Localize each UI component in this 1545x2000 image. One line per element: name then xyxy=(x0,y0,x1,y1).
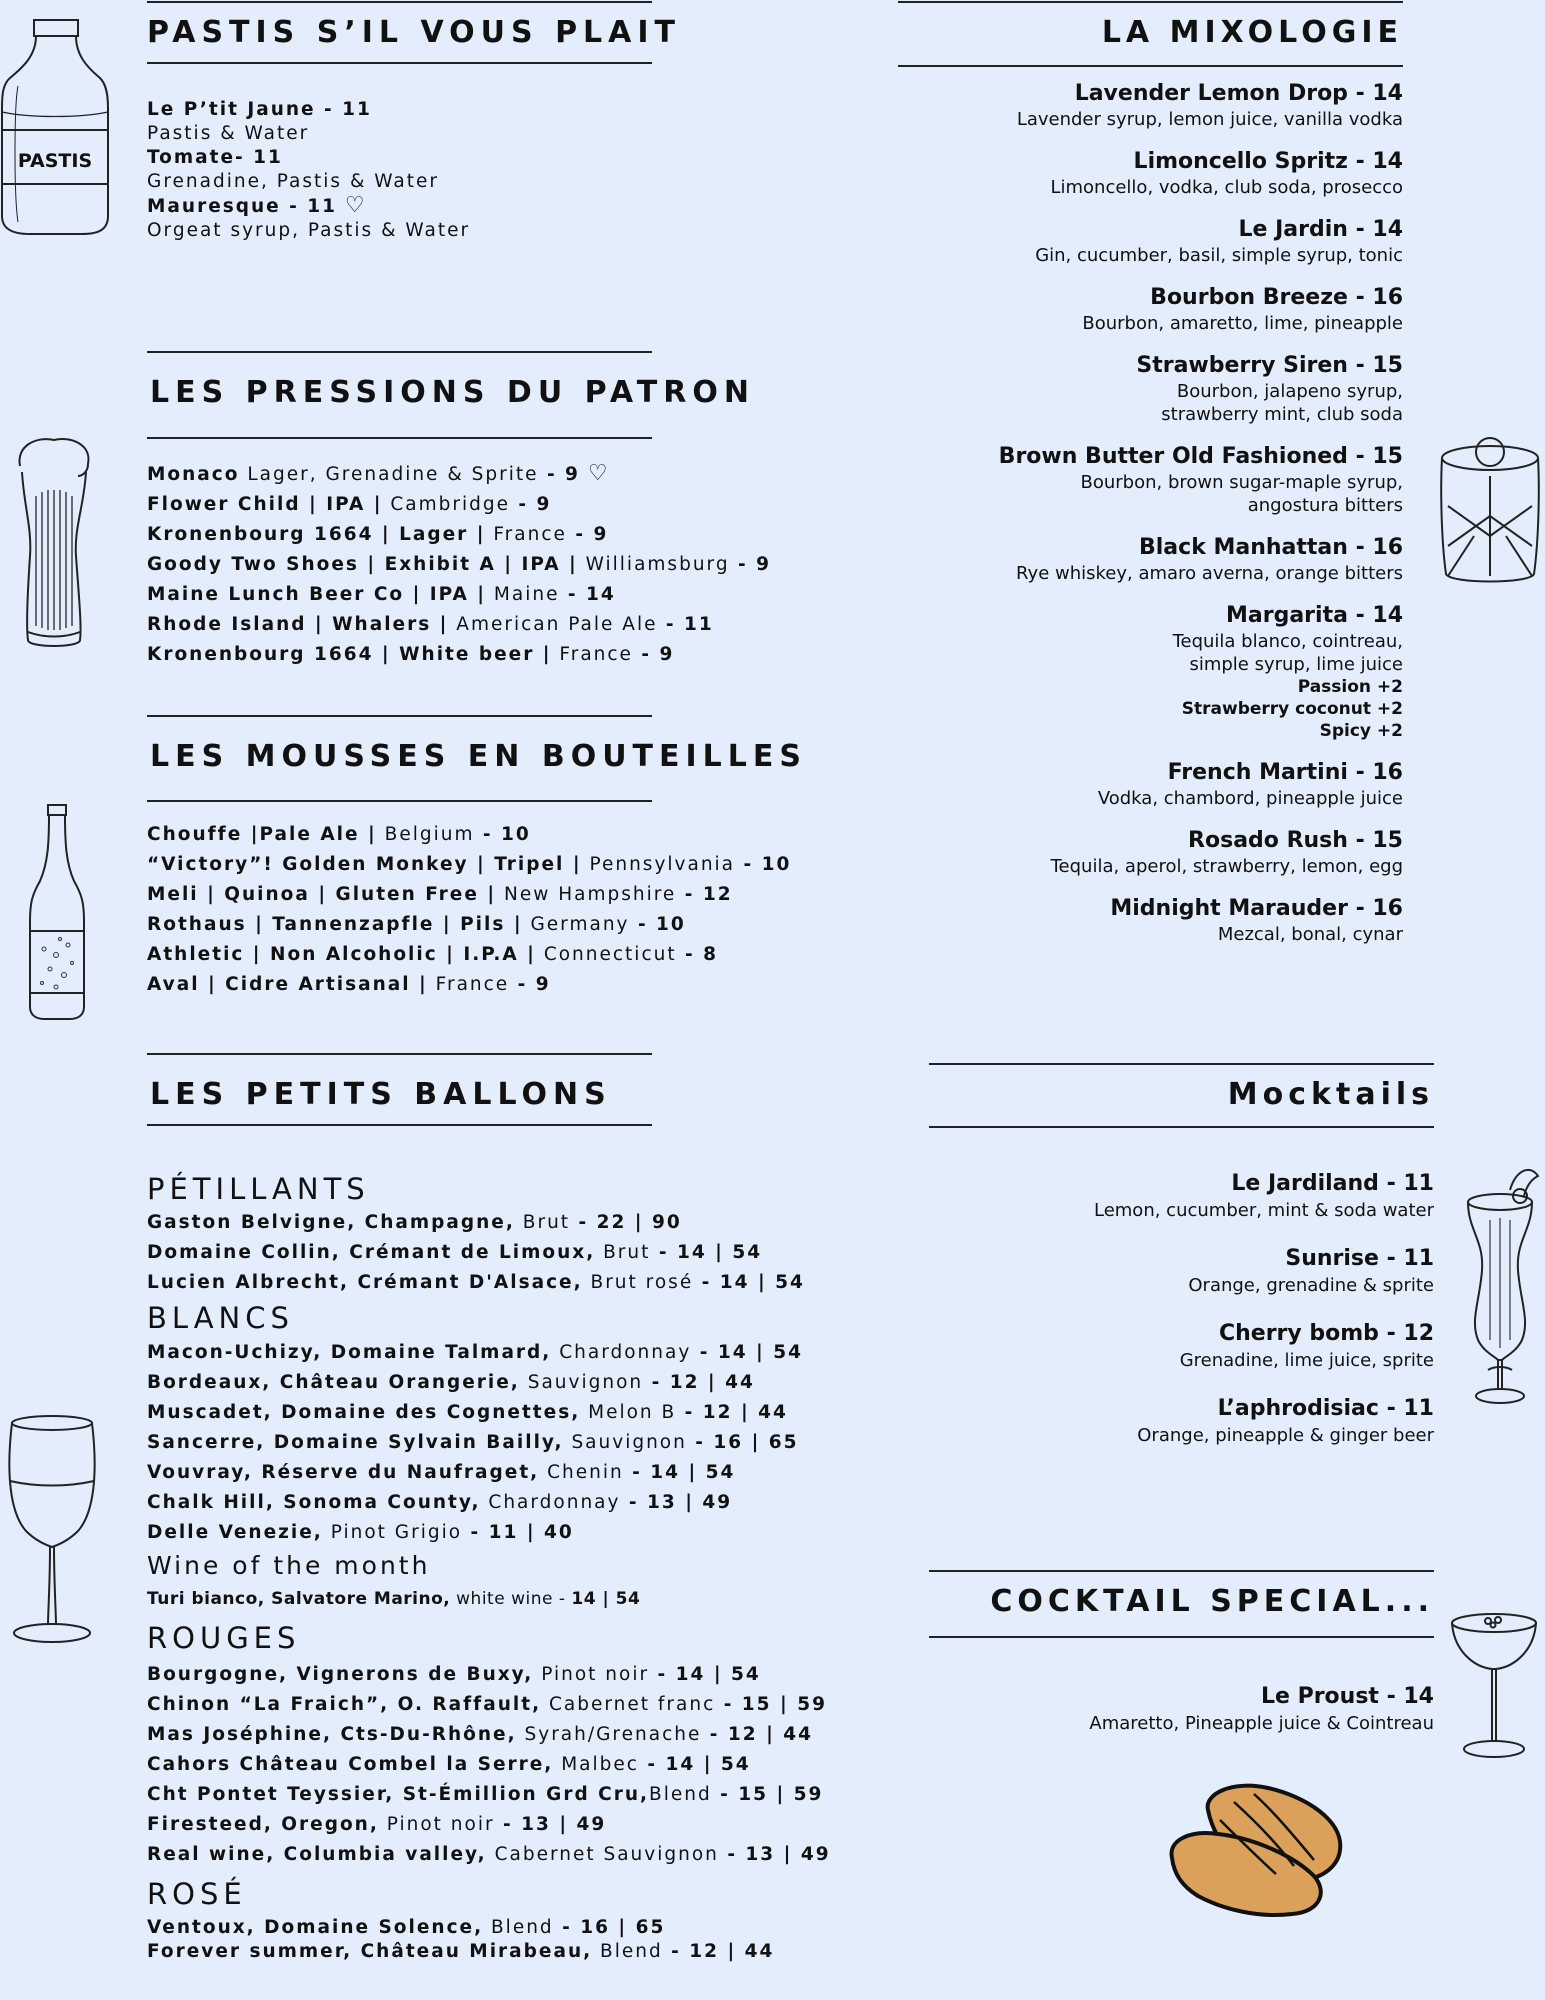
wine-of-month-subtitle: Wine of the month xyxy=(147,1551,431,1580)
pastis-title: PASTIS S’IL VOUS PLAIT xyxy=(147,15,682,50)
wine-item: Cht Pontet Teyssier, St-Émillion Grd Cru,Blend - 15 | 59 xyxy=(147,1784,824,1805)
heart-icon: ♡ xyxy=(344,193,367,218)
bottle-beer-item: Aval | Cidre Artisanal | France - 9 xyxy=(147,974,551,995)
wine-item: Cahors Château Combel la Serre, Malbec - 14 | 54 xyxy=(147,1754,751,1775)
wine-item: Sancerre, Domaine Sylvain Bailly, Sauvignon - 16 | 65 xyxy=(147,1432,799,1453)
wine-item: Vouvray, Réserve du Naufraget, Chenin - 14 | 54 xyxy=(147,1462,736,1483)
mocktail-item: Cherry bomb - 12 Grenadine, lime juice, sprite xyxy=(1179,1321,1434,1371)
pastis-item: Tomate- 11 xyxy=(147,147,283,168)
draft-beer-item: Kronenbourg 1664 | White beer | France - 9 xyxy=(147,644,675,665)
cocktail-item: Le Jardin - 14 Gin, cucumber, basil, simple syrup, tonic xyxy=(1035,217,1403,266)
madeleine-icon xyxy=(1164,1780,1346,1920)
heart-icon: ♡ xyxy=(587,461,610,486)
pastis-bottle-icon xyxy=(0,16,112,236)
wine-item: Chinon “La Fraich”, O. Raffault, Cabernet franc - 15 | 59 xyxy=(147,1694,827,1715)
draft-beer-item: Flower Child | IPA | Cambridge - 9 xyxy=(147,494,552,515)
pastis-bottle-label: PASTIS xyxy=(17,150,93,172)
pressions-title: LES PRESSIONS DU PATRON xyxy=(150,375,755,410)
wine-item: Gaston Belvigne, Champagne, Brut - 22 | 90 xyxy=(147,1212,682,1233)
cocktail-item: French Martini - 16 Vodka, chambord, pineapple juice xyxy=(1097,760,1403,809)
ballons-title: LES PETITS BALLONS xyxy=(150,1077,612,1112)
pastis-item: Le P’tit Jaune - 11 xyxy=(147,99,372,120)
coupe-glass-icon xyxy=(1448,1611,1540,1761)
cocktail-item: Black Manhattan - 16 Rye whiskey, amaro averna, orange bitters xyxy=(1016,535,1403,584)
wine-item: Lucien Albrecht, Crémant D'Alsace, Brut rosé - 14 | 54 xyxy=(147,1272,805,1293)
wine-item: Bourgogne, Vignerons de Buxy, Pinot noir - 14 | 54 xyxy=(147,1664,761,1685)
margarita-option: Spicy +2 xyxy=(1319,721,1403,741)
wine-glass-icon xyxy=(6,1413,98,1645)
hurricane-glass-icon xyxy=(1460,1160,1544,1412)
cocktail-item: Brown Butter Old Fashioned - 15 Bourbon, brown sugar-maple syrup, angostura bitters xyxy=(998,444,1403,516)
wine-item: Chalk Hill, Sonoma County, Chardonnay - 13 | 49 xyxy=(147,1492,733,1513)
cocktail-item: Strawberry Siren - 15 Bourbon, jalapeno syrup, strawberry mint, club soda xyxy=(1136,353,1403,425)
margarita-option: Strawberry coconut +2 xyxy=(1181,699,1403,719)
bottle-beer-item: Rothaus | Tannenzapfle | Pils | Germany - 10 xyxy=(147,914,686,935)
old-fashioned-glass-icon xyxy=(1434,436,1544,588)
draft-beer-item: Rhode Island | Whalers | American Pale Ale - 11 xyxy=(147,614,714,635)
mixologie-title: LA MIXOLOGIE xyxy=(1101,15,1403,50)
bottle-beer-item: “Victory”! Golden Monkey | Tripel | Pennsylvania - 10 xyxy=(147,854,792,875)
cocktail-item: Rosado Rush - 15 Tequila, aperol, strawberry, lemon, egg xyxy=(1050,828,1403,877)
wine-item: Macon-Uchizy, Domaine Talmard, Chardonnay - 14 | 54 xyxy=(147,1342,803,1363)
wine-item: Real wine, Columbia valley, Cabernet Sauvignon - 13 | 49 xyxy=(147,1844,831,1865)
petillants-subtitle: PÉTILLANTS xyxy=(147,1172,370,1206)
mocktail-item: L’aphrodisiac - 11 Orange, pineapple & ginger beer xyxy=(1137,1396,1434,1446)
blancs-subtitle: BLANCS xyxy=(147,1301,294,1335)
bottle-beer-item: Meli | Quinoa | Gluten Free | New Hampshire - 12 xyxy=(147,884,733,905)
bouteilles-title: LES MOUSSES EN BOUTEILLES xyxy=(150,739,808,774)
rouges-subtitle: ROUGES xyxy=(147,1621,301,1655)
draft-beer-item: Kronenbourg 1664 | Lager | France - 9 xyxy=(147,524,609,545)
bottle-beer-item: Athletic | Non Alcoholic | I.P.A | Connecticut - 8 xyxy=(147,944,719,965)
wine-item: Forever summer, Château Mirabeau, Blend - 12 | 44 xyxy=(147,1941,775,1962)
draft-beer-item: Monaco Lager, Grenadine & Sprite - 9 ♡ xyxy=(147,461,610,486)
wine-item: Muscadet, Domaine des Cognettes, Melon B - 12 | 44 xyxy=(147,1402,788,1423)
beer-glass-icon xyxy=(14,436,94,652)
wine-item: Firesteed, Oregon, Pinot noir - 13 | 49 xyxy=(147,1814,607,1835)
cocktail-item: Bourbon Breeze - 16 Bourbon, amaretto, lime, pineapple xyxy=(1082,285,1403,334)
wine-item: Delle Venezie, Pinot Grigio - 11 | 40 xyxy=(147,1522,574,1543)
wine-item: Domaine Collin, Crémant de Limoux, Brut - 14 | 54 xyxy=(147,1242,763,1263)
wine-item: Mas Joséphine, Cts-Du-Rhône, Syrah/Grenache - 12 | 44 xyxy=(147,1724,814,1745)
special-title: COCKTAIL SPECIAL... xyxy=(990,1584,1434,1619)
draft-beer-item: Goody Two Shoes | Exhibit A | IPA | Williamsburg - 9 xyxy=(147,554,772,575)
mocktail-item: Sunrise - 11 Orange, grenadine & sprite xyxy=(1188,1246,1434,1296)
pastis-item-desc: Pastis & Water xyxy=(147,123,310,144)
pastis-item-desc: Grenadine, Pastis & Water xyxy=(147,171,439,192)
special-cocktail-item: Le Proust - 14 Amaretto, Pineapple juice & Cointreau xyxy=(1089,1684,1434,1734)
cocktail-item: Lavender Lemon Drop - 14 Lavender syrup, lemon juice, vanilla vodka xyxy=(1016,81,1403,130)
pastis-item-desc: Orgeat syrup, Pastis & Water xyxy=(147,220,471,241)
mocktail-item: Le Jardiland - 11 Lemon, cucumber, mint & soda water xyxy=(1093,1171,1434,1221)
bottle-beer-item: Chouffe |Pale Ale | Belgium - 10 xyxy=(147,824,531,845)
mocktails-title: Mocktails xyxy=(1227,1077,1434,1112)
margarita-option: Passion +2 xyxy=(1297,677,1403,697)
beer-bottle-icon xyxy=(26,803,88,1021)
cocktail-item: Limoncello Spritz - 14 Limoncello, vodka, club soda, prosecco xyxy=(1050,149,1403,198)
wine-item: Bordeaux, Château Orangerie, Sauvignon - 12 | 44 xyxy=(147,1372,755,1393)
wine-item: Ventoux, Domaine Solence, Blend - 16 | 65 xyxy=(147,1917,666,1938)
cocktail-item: Margarita - 14 Tequila blanco, cointreau, simple syrup, lime juice Passion +2 Strawberry coconut +2 Spicy +2 xyxy=(843,602,1403,742)
draft-beer-item: Maine Lunch Beer Co | IPA | Maine - 14 xyxy=(147,584,616,605)
wine-of-month-item: Turi bianco, Salvatore Marino, white wine - 14 | 54 xyxy=(147,1589,641,1609)
pastis-item: Mauresque - 11 ♡ xyxy=(147,193,367,218)
cocktail-item: Midnight Marauder - 16 Mezcal, bonal, cynar xyxy=(1110,896,1403,945)
rose-subtitle: ROSÉ xyxy=(147,1877,247,1911)
